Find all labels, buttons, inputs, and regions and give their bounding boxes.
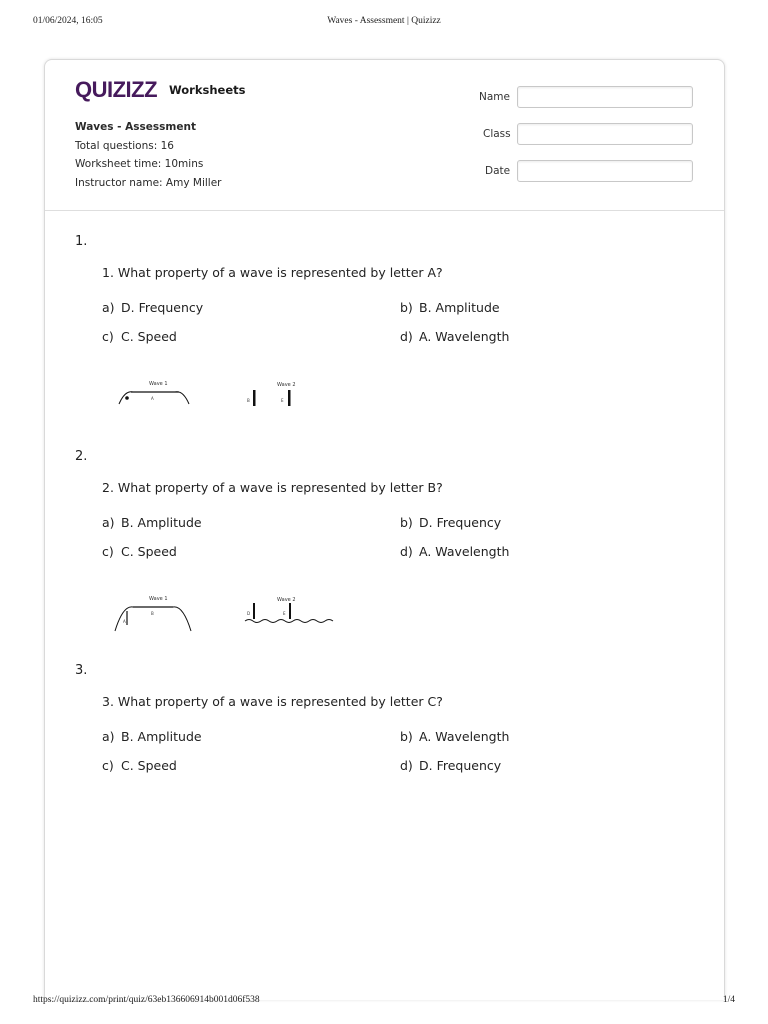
label-a: A xyxy=(123,619,126,624)
option-text: B. Amplitude xyxy=(121,729,202,744)
wave-diagram xyxy=(101,376,353,416)
option-text: A. Wavelength xyxy=(419,729,510,744)
worksheet-title: Waves - Assessment xyxy=(75,121,196,133)
label-d: D xyxy=(247,611,251,616)
question-2 xyxy=(75,449,715,629)
option-c[interactable] xyxy=(102,758,177,773)
date-field[interactable] xyxy=(517,160,693,182)
logo-text: QUIZIZZ xyxy=(75,77,158,102)
wave-1-label: Wave 1 xyxy=(149,381,168,387)
name-field[interactable] xyxy=(517,86,693,108)
wave-2-label: Wave 2 xyxy=(277,597,296,603)
option-text: C. Speed xyxy=(121,758,177,773)
option-letter: d) xyxy=(400,329,413,344)
print-datetime: 01/06/2024, 16:05 xyxy=(33,16,103,26)
option-letter: d) xyxy=(400,758,413,773)
total-questions: Total questions: 16 xyxy=(75,139,174,152)
option-b[interactable] xyxy=(400,729,509,744)
class-field[interactable] xyxy=(517,123,693,145)
option-text: C. Speed xyxy=(121,329,177,344)
option-a[interactable] xyxy=(102,729,202,744)
worksheet-header xyxy=(45,60,724,211)
label-e: E xyxy=(281,398,284,403)
option-text: D. Frequency xyxy=(121,300,204,315)
wave-2-bar-1 xyxy=(253,390,256,406)
label-e: E xyxy=(283,611,286,616)
option-d[interactable] xyxy=(400,758,501,773)
label-b: B xyxy=(247,398,250,403)
question-text: 1. What property of a wave is represented by letter A? xyxy=(102,265,443,280)
question-text: 2. What property of a wave is represented by letter B? xyxy=(102,480,443,495)
option-c[interactable] xyxy=(102,329,177,344)
wave-2-bar-2 xyxy=(289,603,291,619)
option-text: D. Frequency xyxy=(419,515,502,530)
quizizz-logo xyxy=(75,78,163,100)
option-text: C. Speed xyxy=(121,544,177,559)
wave-diagram-image xyxy=(101,591,353,624)
option-b[interactable] xyxy=(400,515,501,530)
wave-1-crest xyxy=(119,392,189,404)
option-c[interactable] xyxy=(102,544,177,559)
instructor-name: Instructor name: Amy Miller xyxy=(75,176,222,189)
brand-worksheets: Worksheets xyxy=(169,82,246,97)
option-a[interactable] xyxy=(102,300,203,315)
wave-1-dot xyxy=(125,396,129,400)
label-b: B xyxy=(151,611,154,616)
wave-2-bar-1 xyxy=(253,603,255,619)
option-text: B. Amplitude xyxy=(419,300,500,315)
question-number: 3. xyxy=(75,663,88,678)
question-text: 3. What property of a wave is represented by letter C? xyxy=(102,694,443,709)
question-number: 1. xyxy=(75,234,88,249)
print-page-title: Waves - Assessment | Quizizz xyxy=(327,16,441,26)
worksheet-meta xyxy=(75,118,221,192)
question-3 xyxy=(75,663,715,793)
option-text: D. Frequency xyxy=(419,758,502,773)
wave-diagram xyxy=(101,591,353,631)
name-label: Name xyxy=(479,91,510,103)
option-text: B. Amplitude xyxy=(121,515,202,530)
option-letter: a) xyxy=(102,515,115,530)
option-letter: a) xyxy=(102,300,115,315)
wave-diagram-image xyxy=(101,376,353,406)
print-page-number: 1/4 xyxy=(722,995,735,1005)
option-letter: b) xyxy=(400,300,413,315)
worksheet-card xyxy=(44,59,725,1000)
option-a[interactable] xyxy=(102,515,202,530)
wave-2-bar-2 xyxy=(288,390,291,406)
print-url: https://quizizz.com/print/quiz/63eb136606914b001d06f538 xyxy=(33,995,260,1005)
option-b[interactable] xyxy=(400,300,500,315)
option-letter: b) xyxy=(400,515,413,530)
option-letter: c) xyxy=(102,329,114,344)
label-a: A xyxy=(151,396,154,401)
wave-2-label: Wave 2 xyxy=(277,382,296,388)
class-label: Class xyxy=(483,128,511,140)
question-1 xyxy=(75,234,715,414)
option-letter: a) xyxy=(102,729,115,744)
date-label: Date xyxy=(485,165,511,177)
option-letter: d) xyxy=(400,544,413,559)
brand xyxy=(75,78,245,100)
option-text: A. Wavelength xyxy=(419,329,510,344)
option-letter: c) xyxy=(102,758,114,773)
wave-1-label: Wave 1 xyxy=(149,596,168,602)
option-letter: c) xyxy=(102,544,114,559)
worksheet-time: Worksheet time: 10mins xyxy=(75,158,204,170)
option-d[interactable] xyxy=(400,329,509,344)
option-text: A. Wavelength xyxy=(419,544,510,559)
wave-2-ripple xyxy=(245,620,333,623)
question-number: 2. xyxy=(75,449,88,464)
option-d[interactable] xyxy=(400,544,509,559)
option-letter: b) xyxy=(400,729,413,744)
